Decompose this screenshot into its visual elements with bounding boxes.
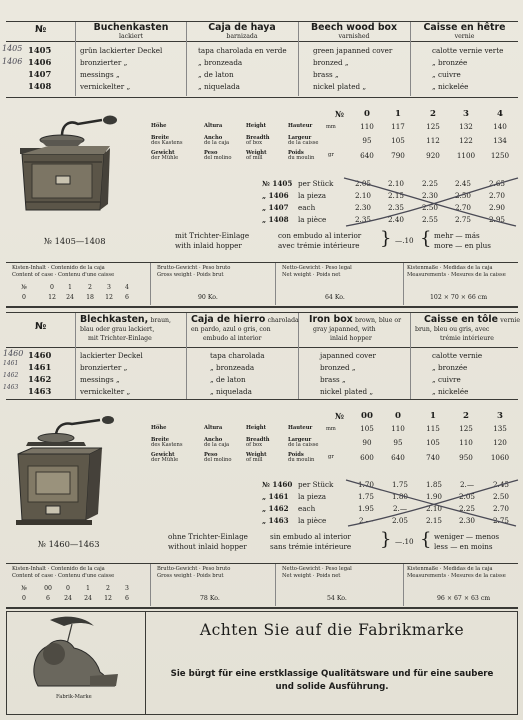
coffee-mill-wood-illustration [12, 112, 130, 224]
price-value: 2.75 [454, 215, 471, 224]
model-number: 1405 [28, 45, 52, 55]
dim-label-fr: Poids [288, 150, 304, 156]
pen-cross-out-mark [342, 476, 520, 530]
brace-icon: } [380, 529, 392, 550]
col-header-english: Beech wood box [310, 22, 398, 33]
price-unit: la pièce [298, 215, 327, 224]
col-header-french-line3: trémie intérieure [440, 335, 494, 342]
pack-size: 0 [66, 585, 70, 592]
row-spanish: „ bronzeada [198, 58, 243, 67]
dim-value: 120 [493, 438, 507, 447]
price-value: 2.30 [354, 203, 371, 212]
pack-content-label-en: Content of case · Contenu d'une caisse [12, 573, 115, 579]
row-french: „ bronzée [432, 58, 468, 67]
price-value: 2.15 [387, 191, 404, 200]
row-spanish: „ bronzeada [210, 363, 255, 372]
price-model: „ 1406 [262, 191, 289, 200]
model-number: 1462 [28, 374, 52, 384]
dim-value: 1100 [456, 151, 476, 160]
dim-value: 112 [426, 136, 440, 145]
dim-sublabel-fr: de la caisse [288, 442, 319, 449]
handwritten-note: 1462 [3, 372, 19, 379]
dim-sublabel-en: of mill [246, 457, 263, 464]
pack-qty: 18 [86, 294, 94, 301]
figure-caption: № 1460—1463 [38, 539, 100, 549]
size-number: 00 [361, 411, 373, 421]
dim-sublabel-fr: du moulin [288, 155, 315, 162]
price-value: 2.45 [492, 480, 509, 489]
pack-size: 3 [125, 585, 129, 592]
hopper-more-en: more — en plus [434, 241, 491, 250]
col-subheader-german: lackiert [119, 33, 143, 40]
dim-value: 1250 [490, 151, 510, 160]
price-value: 2.35 [354, 215, 371, 224]
dim-label-de: Breite [151, 135, 170, 141]
price-value: 2.05 [458, 492, 475, 501]
handwritten-note: 1406 [2, 57, 23, 66]
row-german: vernickelter „ [80, 387, 131, 396]
pack-measure-label: Kistenmaße · Medidas de la caja [407, 265, 493, 271]
row-french: „ cuivre [432, 375, 461, 384]
dim-value: 105 [391, 136, 405, 145]
price-value: 2.05 [391, 516, 408, 525]
row-german: lackierter Deckel [80, 351, 143, 360]
dim-label-de: Gewicht [151, 452, 175, 458]
dim-value: 790 [391, 151, 405, 160]
row-german: vernickelter „ [80, 82, 131, 91]
col-subheader-english: varnished [338, 33, 370, 40]
pack-measure-label-en: Measurements · Mesures de la caisse [407, 272, 506, 278]
dim-unit: gr [328, 454, 334, 460]
pack-qty: 12 [104, 595, 112, 602]
dim-label-fr: Hauteur [288, 425, 313, 431]
dim-label-en: Height [246, 123, 266, 129]
col-header-french-line2: brun, bleu ou gris, avec [415, 326, 490, 333]
dim-label-fr: Hauteur [288, 123, 313, 129]
price-unit: each [298, 203, 316, 212]
pack-qty: 12 [105, 294, 113, 301]
pack-size: 1 [86, 585, 90, 592]
banner-subtitle-line2: und solide Ausführung. [275, 682, 389, 692]
col-header-german-line2: blau oder grau lackiert, [80, 326, 155, 333]
dim-value: 640 [360, 151, 374, 160]
price-unit: each [298, 504, 316, 513]
pack-size: 0 [50, 284, 54, 291]
row-english: nickel plated „ [320, 387, 374, 396]
row-french: „ nickelée [432, 387, 469, 396]
col-header-german-line3: mit Trichter-Einlage [88, 335, 152, 342]
price-value: 2.65 [488, 179, 505, 188]
dim-label-en: Breadth [246, 437, 270, 443]
pack-size: 2 [106, 585, 110, 592]
row-french: „ bronzée [432, 363, 468, 372]
dim-sublabel-fr: du moulin [288, 457, 315, 464]
pack-qty: 24 [66, 294, 74, 301]
hopper-en: with inlaid hopper [175, 241, 242, 250]
row-english: nickel plated „ [313, 82, 367, 91]
size-number: 4 [497, 109, 503, 119]
row-french: „ nickelée [432, 82, 469, 91]
price-value: 1.95 [357, 504, 374, 513]
row-german: grün lackierter Deckel [80, 46, 163, 55]
col-header-number: № [35, 321, 47, 332]
handwritten-note: 1405 [2, 44, 23, 53]
row-english: green japanned cover [313, 46, 393, 55]
pack-qty: 24 [84, 595, 92, 602]
lion-trademark-logo [20, 616, 124, 690]
model-number: 1460 [28, 350, 52, 360]
pack-qty: 0 [22, 595, 26, 602]
row-french: calotte vernie [432, 351, 483, 360]
col-header-spanish-line2: en pardo, azul o gris, con [191, 326, 271, 333]
dim-value: 105 [426, 438, 440, 447]
pack-qty: 0 [22, 294, 26, 301]
dim-label-en: Breadth [246, 135, 270, 141]
col-header-french-rest: vernie [500, 317, 521, 324]
brace-icon: } [380, 228, 392, 249]
size-number: 1 [395, 109, 401, 119]
size-number: 1 [430, 411, 436, 421]
dim-label-de: Breite [151, 437, 170, 443]
figure-caption: № 1405—1408 [44, 236, 106, 246]
dim-label-fr: Poids [288, 452, 304, 458]
size-number: 3 [463, 109, 469, 119]
price-unit: la pieza [298, 191, 327, 200]
pack-content-label-en: Content of case · Contenu d'une caisse [12, 272, 115, 278]
col-header-spanish: Caja de haya [208, 22, 276, 33]
pack-content-label: Kisten-Inhalt · Contenido de la caja [12, 566, 105, 572]
dim-label-es: Ancho [204, 135, 223, 141]
dim-unit: gr [328, 152, 334, 158]
dim-value: 135 [493, 424, 507, 433]
dim-sublabel-de: des Kastens [151, 442, 183, 449]
dim-label-es: Peso [204, 452, 218, 458]
price-value: 1.70 [357, 480, 374, 489]
dim-unit: mm [326, 124, 336, 130]
dim-sublabel-es: del molino [204, 155, 232, 162]
dim-sublabel-en: of box [246, 442, 263, 449]
pack-qty: 12 [48, 294, 56, 301]
pack-measure-label-en: Measurements · Mesures de la caisse [407, 573, 506, 579]
price-value: 2.— [392, 504, 408, 513]
size-number: 2 [463, 411, 469, 421]
dim-label-en: Height [246, 425, 266, 431]
size-label: № [335, 411, 345, 421]
dim-sublabel-es: de la caja [204, 442, 230, 449]
price-value: 2.— [358, 516, 374, 525]
row-spanish: tapa charolada [210, 351, 265, 360]
hopper-less-es: weniger — menos [434, 532, 500, 541]
price-unit: per Stück [298, 179, 334, 188]
price-value: 1.85 [425, 480, 442, 489]
dim-unit: mm [326, 426, 336, 432]
pack-qty: 6 [125, 595, 129, 602]
col-header-spanish-line3: embudo al interior [203, 335, 262, 342]
hopper-fr: avec trémie intérieure [278, 241, 360, 250]
dim-label-fr: Largeur [288, 135, 312, 141]
price-value: 2.50 [454, 191, 471, 200]
hopper-fr: sans trémie intérieure [270, 542, 352, 551]
dim-value: 105 [360, 424, 374, 433]
row-spanish: „ niquelada [210, 387, 252, 396]
hopper-en: without inlaid hopper [168, 542, 247, 551]
size-number: 0 [364, 109, 370, 119]
pack-net-value: 54 Ko. [327, 595, 347, 602]
row-english: brass „ [320, 375, 346, 384]
col-header-english-rest: brown, blue or [355, 317, 402, 324]
pack-net-value: 64 Ko. [325, 294, 345, 301]
dim-value: 1060 [490, 453, 510, 462]
col-header-english-line2: gray japanned, with [313, 326, 376, 333]
dim-value: 920 [426, 151, 440, 160]
dim-value: 640 [391, 453, 405, 462]
dim-sublabel-de: der Mühle [151, 457, 179, 464]
hopper-de: ohne Trichter-Einlage [168, 532, 248, 541]
price-model: „ 1407 [262, 203, 289, 212]
price-value: 1.90 [425, 492, 442, 501]
size-number: 2 [430, 109, 436, 119]
handwritten-note: 1461 [3, 360, 19, 367]
price-value: 2.— [459, 480, 475, 489]
row-german: bronzierter „ [80, 363, 128, 372]
pack-size: 4 [125, 284, 129, 291]
price-value: 2.30 [458, 516, 475, 525]
dim-value: 117 [391, 122, 405, 131]
pack-measure-label: Kistenmaße · Medidas de la caja [407, 566, 493, 572]
dim-sublabel-de: der Mühle [151, 155, 179, 162]
price-value: 2.10 [425, 504, 442, 513]
price-value: 2.25 [458, 504, 475, 513]
pack-qty: 6 [125, 294, 129, 301]
price-value: 2.05 [354, 179, 371, 188]
dim-label-de: Höhe [151, 425, 167, 431]
handwritten-note: 1463 [3, 384, 19, 391]
price-value: 2.50 [421, 203, 438, 212]
row-german: messings „ [80, 70, 120, 79]
price-value: 2.10 [354, 191, 371, 200]
price-value: 2.15 [425, 516, 442, 525]
col-header-english: Iron box [309, 314, 353, 325]
price-value: 2.30 [421, 191, 438, 200]
price-value: 2.95 [488, 215, 505, 224]
banner-title: Achten Sie auf die Fabrikmarke [199, 621, 465, 639]
price-unit: la pièce [298, 516, 327, 525]
dim-label-en: Weight [246, 150, 267, 156]
dim-value: 600 [360, 453, 374, 462]
dim-sublabel-fr: de la caisse [288, 140, 319, 147]
dim-value: 110 [459, 438, 473, 447]
row-german: bronzierter „ [80, 58, 128, 67]
pack-size: 1 [68, 284, 72, 291]
pack-net-label: Netto-Gewicht · Peso legal [282, 566, 352, 572]
hopper-es: sin embudo al interior [270, 532, 351, 541]
row-english: bronzed „ [313, 58, 349, 67]
price-value: 2.70 [488, 191, 505, 200]
hopper-es: con embudo al interior [278, 231, 362, 240]
hopper-price: —.10 [395, 236, 414, 245]
price-value: 2.90 [488, 203, 505, 212]
dim-value: 125 [459, 424, 473, 433]
size-label: № [335, 109, 345, 119]
trademark-caption: Fabrik-Marke [56, 694, 92, 700]
pack-net-label-en: Net weight · Poids net [282, 272, 341, 278]
dim-value: 125 [426, 122, 440, 131]
dim-sublabel-es: de la caja [204, 140, 230, 147]
pack-net-label: Netto-Gewicht · Peso legal [282, 265, 352, 271]
col-header-french: Caisse en tôle [424, 314, 498, 325]
pack-gross-label: Brutto-Gewicht · Peso bruto [157, 566, 231, 572]
col-header-number: № [35, 24, 47, 35]
row-spanish: „ de laton [210, 375, 246, 384]
model-number: 1407 [28, 69, 52, 79]
price-value: 2.25 [421, 179, 438, 188]
dim-value: 90 [362, 438, 372, 447]
size-number: 0 [395, 411, 401, 421]
dim-label-de: Gewicht [151, 150, 175, 156]
dim-value: 140 [493, 122, 507, 131]
pack-gross-label: Brutto-Gewicht · Peso bruto [157, 265, 231, 271]
price-value: 1.80 [391, 492, 408, 501]
dim-value: 122 [459, 136, 473, 145]
brace-icon: { [420, 529, 432, 550]
pack-qty: 24 [64, 595, 72, 602]
dim-label-es: Peso [204, 150, 218, 156]
hopper-less-en: less — en moins [434, 542, 493, 551]
price-value: 2.55 [421, 215, 438, 224]
pack-measure-value: 102 × 70 × 66 cm [430, 294, 488, 301]
dim-value: 110 [391, 424, 405, 433]
price-value: 2.70 [492, 504, 509, 513]
price-unit: la pieza [298, 492, 327, 501]
col-subheader-spanish: barnizada [226, 33, 258, 40]
dim-label-es: Altura [204, 123, 223, 129]
model-number: 1408 [28, 81, 52, 91]
price-value: 2.40 [387, 215, 404, 224]
price-model: „ 1461 [262, 492, 289, 501]
hopper-more-es: mehr — más [434, 231, 480, 240]
price-value: 2.45 [454, 179, 471, 188]
row-english: bronzed „ [320, 363, 356, 372]
model-number: 1406 [28, 57, 52, 67]
dim-sublabel-de: des Kastens [151, 140, 183, 147]
size-number: 3 [497, 411, 503, 421]
price-model: „ 1463 [262, 516, 289, 525]
row-french: calotte vernie verte [432, 46, 504, 55]
col-header-english-line3: inlaid hopper [330, 335, 372, 342]
row-spanish: „ niquelada [198, 82, 240, 91]
row-english: japanned cover [320, 351, 376, 360]
hopper-de: mit Trichter-Einlage [175, 231, 250, 240]
col-header-german: Buchenkasten [93, 22, 169, 33]
price-value: 2.70 [454, 203, 471, 212]
row-french: „ cuivre [432, 70, 461, 79]
row-spanish: tapa charolada en verde [198, 46, 287, 55]
dim-value: 110 [360, 122, 374, 131]
col-header-german-rest: braun, [150, 317, 172, 324]
col-subheader-french: vernie [454, 33, 475, 40]
pack-size: № [21, 284, 27, 291]
row-german: messings „ [80, 375, 120, 384]
pack-size: № [21, 585, 27, 592]
dim-sublabel-en: of mill [246, 155, 263, 162]
pack-measure-value: 96 × 67 × 63 cm [437, 595, 491, 602]
dim-value: 115 [426, 424, 440, 433]
price-value: 2.50 [492, 492, 509, 501]
dim-value: 132 [459, 122, 473, 131]
dim-sublabel-en: of box [246, 140, 263, 147]
col-header-french: Caisse en hêtre [423, 22, 506, 33]
price-unit: per Stück [298, 480, 334, 489]
col-header-german: Blechkasten, [80, 314, 149, 325]
handwritten-note: 1460 [3, 349, 24, 358]
dim-value: 95 [393, 438, 403, 447]
price-value: 2.75 [492, 516, 509, 525]
price-value: 2.10 [387, 179, 404, 188]
pen-cross-out-mark [340, 174, 520, 230]
col-header-spanish: Caja de hierro [191, 314, 266, 325]
dim-label-en: Weight [246, 452, 267, 458]
price-model: „ 1408 [262, 215, 289, 224]
dim-label-fr: Largeur [288, 437, 312, 443]
price-model: № 1460 [262, 480, 293, 489]
pack-gross-label-en: Gross weight · Poids brut [157, 573, 224, 579]
pack-size: 2 [88, 284, 92, 291]
pack-net-label-en: Net weight · Poids net [282, 573, 341, 579]
dim-sublabel-es: del molino [204, 457, 232, 464]
price-value: 1.75 [391, 480, 408, 489]
price-value: 1.75 [357, 492, 374, 501]
pack-size: 3 [107, 284, 111, 291]
dim-label-es: Altura [204, 425, 223, 431]
hopper-price: —.10 [395, 537, 414, 546]
row-english: brass „ [313, 70, 339, 79]
pack-qty: 6 [46, 595, 50, 602]
pack-size: 00 [44, 585, 52, 592]
dim-value: 95 [362, 136, 372, 145]
model-number: 1461 [28, 362, 52, 372]
price-value: 2.35 [387, 203, 404, 212]
banner-subtitle-line1: Sie bürgt für eine erstklassige Qualitätsware und für eine saubere [170, 669, 494, 679]
price-model: № 1405 [262, 179, 293, 188]
model-number: 1463 [28, 386, 52, 396]
coffee-mill-iron-illustration [12, 414, 124, 536]
dim-value: 134 [493, 136, 507, 145]
dim-value: 950 [459, 453, 473, 462]
dim-label-es: Ancho [204, 437, 223, 443]
price-model: „ 1462 [262, 504, 289, 513]
col-header-spanish-rest: charolada [267, 317, 299, 324]
brace-icon: { [420, 228, 432, 249]
row-spanish: „ de laton [198, 70, 234, 79]
pack-content-label: Kisten-Inhalt · Contenido de la caja [12, 265, 105, 271]
pack-gross-label-en: Gross weight · Poids brut [157, 272, 224, 278]
pack-gross-value: 90 Ko. [198, 294, 218, 301]
pack-gross-value: 78 Ko. [200, 595, 220, 602]
dim-label-de: Höhe [151, 123, 167, 129]
dim-value: 740 [426, 453, 440, 462]
